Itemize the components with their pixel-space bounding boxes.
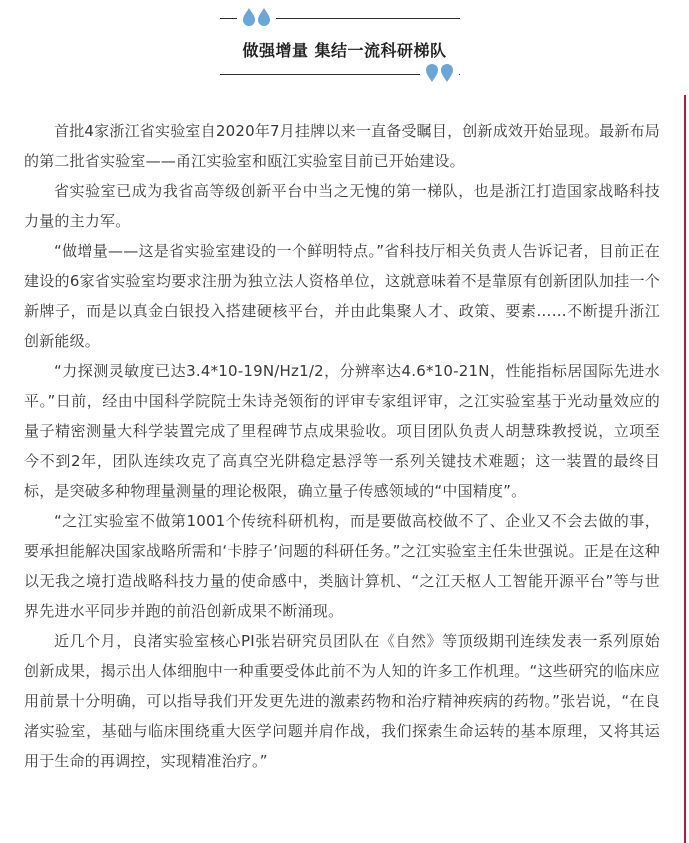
paragraph: “做增量——这是省实验室建设的一个鲜明特点。”省科技厅相关负责人告诉记者，目前正在建设的6家省实验室均要求注册为独立法人资格单位，这就意味着不是靠原有创新团队加挂一个新牌子，而是以真金白银投入搭建硬核平台，并由此集聚人才、政策、要素……不断提升浙江创新能级。 [24, 242, 660, 350]
drop-icon [426, 64, 438, 82]
section-title: 做强增量 集结一流科研梯队 [242, 41, 447, 60]
side-accent-line [684, 95, 686, 843]
article-body [24, 116, 660, 776]
drop-icon [258, 8, 270, 26]
double-drop-icon [237, 8, 276, 26]
double-drop-icon [420, 64, 459, 82]
paragraph: 省实验室已成为我省高等级创新平台中当之无愧的第一梯队，也是浙江打造国家战略科技力量的主力军。 [24, 182, 660, 230]
paragraph: “力探测灵敏度已达3.4*10-19N/Hz1/2，分辨率达4.6*10-21N，性能指标居国际先进水平。”日前，经由中国科学院院士朱诗尧领衔的评审专家组评审，之江实验室基于光动量效应的量子精密测量大科学装置完成了里程碑节点成果验收。项目团队负责人胡慧珠教授说，立项至今不到2年，团队连续攻克了高真空光阱稳定悬浮等一系列关键技术难题；这一装置的最终目标，是突破多种物理量测量的理论极限，确立量子传感领域的“中国精度”。 [24, 362, 660, 500]
paragraph: 近几个月，良渚实验室核心PI张岩研究员团队在《自然》等顶级期刊连续发表一系列原始创新成果，揭示出人体细胞中一种重要受体此前不为人知的许多工作机理。“这些研究的临床应用前景十分明确，可以指导我们开发更先进的激素药物和治疗精神疾病的药物。”张岩说，“在良渚实验室，基础与临床围绕重大医学问题并肩作战，我们探索生命运转的基本原理，又将其运用于生命的再调控，实现精准治疗。” [24, 632, 660, 770]
paragraph: 首批4家浙江省实验室自2020年7月挂牌以来一直备受瞩目，创新成效开始显现。最新布局的第二批省实验室——甬江实验室和瓯江实验室目前已开始建设。 [24, 122, 660, 170]
paragraph: “之江实验室不做第1001个传统科研机构，而是要做高校做不了、企业又不会去做的事，要承担能解决国家战略所需和‘卡脖子’问题的科研任务。”之江实验室主任朱世强说。正是在这种以无我之境打造战略科技力量的使命感中，类脑计算机、“之江天枢人工智能开源平台”等与世界先进水平同步并跑的前沿创新成果不断涌现。 [24, 512, 660, 620]
drop-icon [243, 8, 255, 26]
drop-icon [441, 64, 453, 82]
article-header [0, 0, 689, 95]
